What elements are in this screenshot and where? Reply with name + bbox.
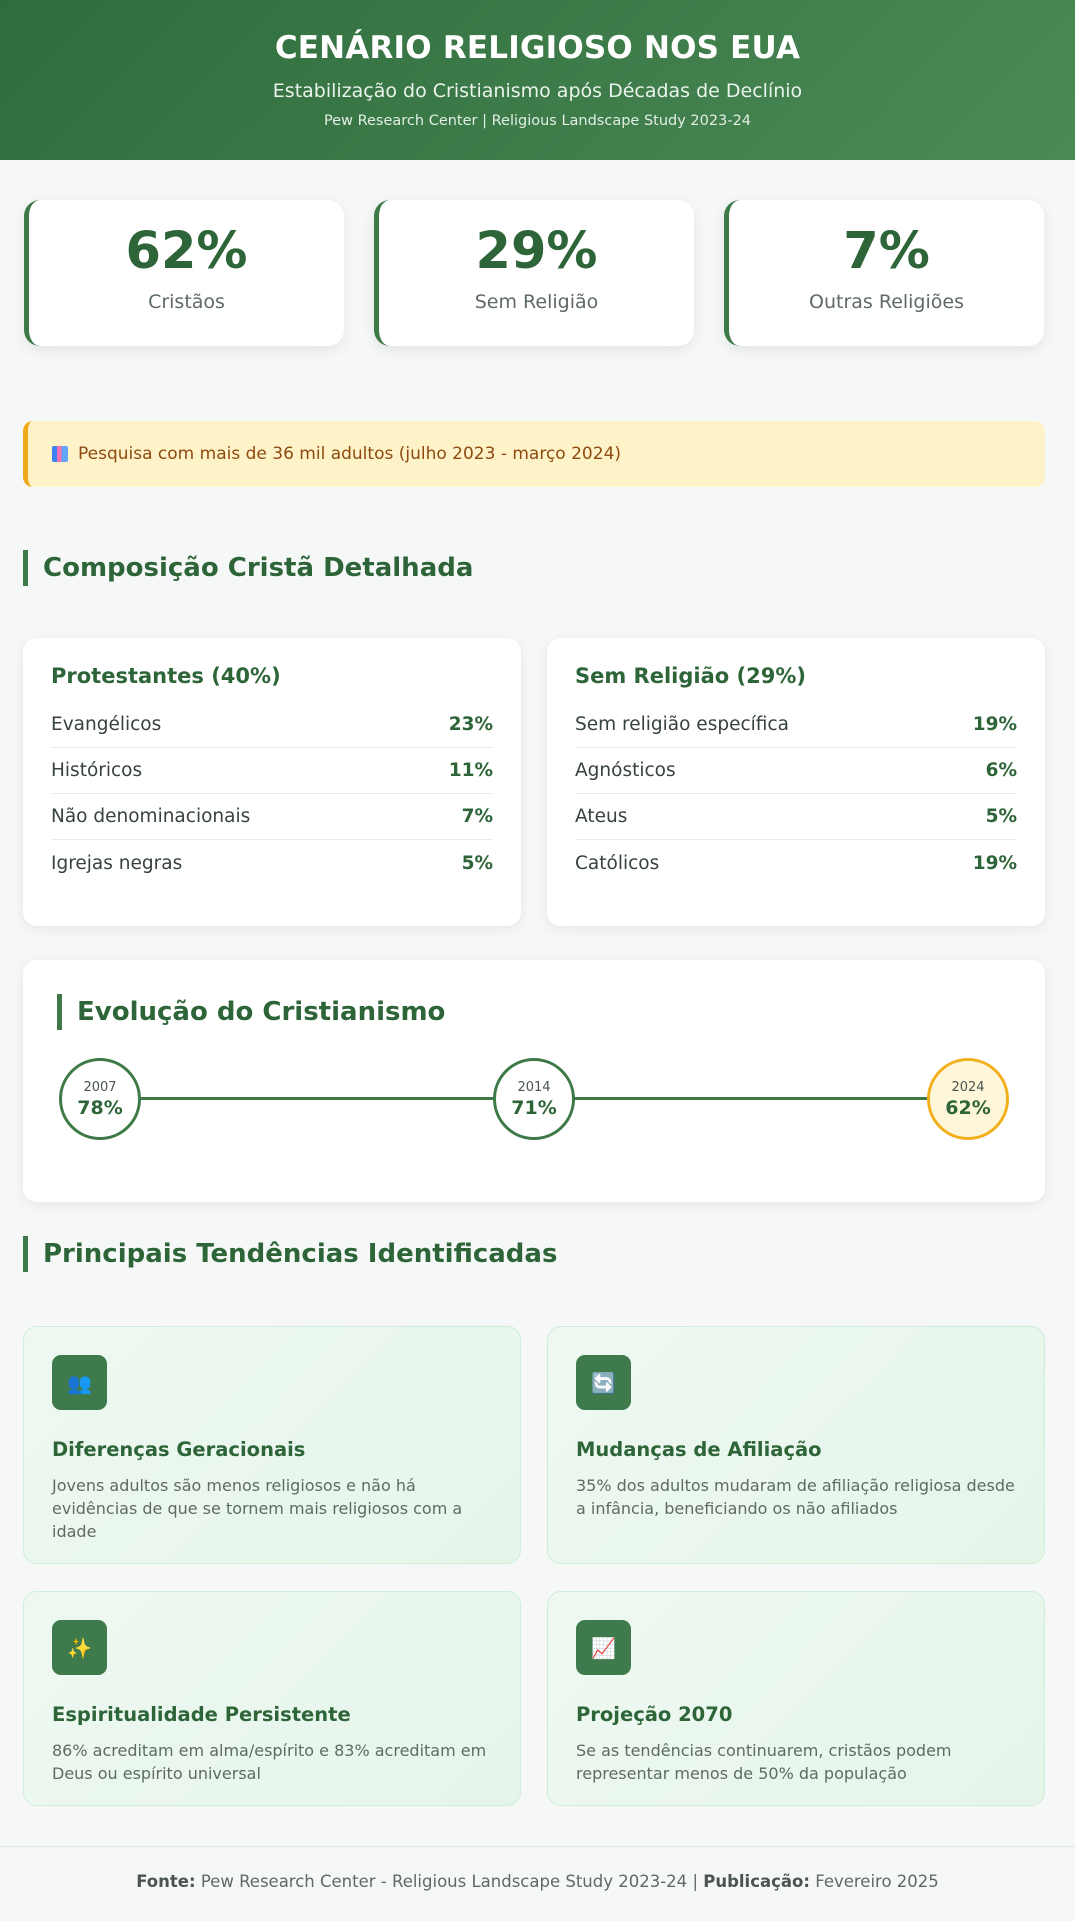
row-label: Ateus <box>575 806 628 827</box>
row-label: Agnósticos <box>575 760 676 781</box>
trend-title: Projeção 2070 <box>576 1703 733 1726</box>
list-item <box>575 794 1017 840</box>
list-item <box>575 748 1017 794</box>
row-label: Não denominacionais <box>51 806 251 827</box>
stat-card-no-religion <box>374 200 694 346</box>
row-label: Sem religião específica <box>575 714 789 735</box>
list-item <box>51 748 493 794</box>
trend-card-affiliation <box>547 1326 1045 1564</box>
row-value: 7% <box>461 806 493 827</box>
stat-label: Cristãos <box>148 291 225 313</box>
list-item <box>51 794 493 840</box>
card-title: Sem Religião (29%) <box>575 664 806 688</box>
footer-source-label: Fonte: <box>136 1872 196 1891</box>
node-value: 71% <box>511 1097 557 1119</box>
bar-chart-icon <box>52 446 68 462</box>
trend-card-spirituality <box>23 1591 521 1806</box>
trend-description: 35% dos adultos mudaram de afiliação religiosa desde a infância, beneficiando os não afiliados <box>576 1476 1015 1518</box>
footer-source-text: Pew Research Center - Religious Landscape Study 2023-24 <box>200 1872 688 1891</box>
trend-description: 86% acreditam em alma/espírito e 83% acreditam em Deus ou espírito universal <box>52 1741 487 1783</box>
stat-card-christians <box>24 200 344 346</box>
sparkles-icon: ✨ <box>52 1620 107 1675</box>
row-value: 19% <box>972 852 1017 874</box>
trend-title: Diferenças Geracionais <box>52 1438 306 1461</box>
page-title: CENÁRIO RELIGIOSO NOS EUA <box>274 30 801 66</box>
list-item <box>575 702 1017 748</box>
node-value: 62% <box>945 1097 991 1119</box>
timeline-node-2007 <box>59 1058 141 1140</box>
node-value: 78% <box>77 1097 123 1119</box>
trend-card-projection <box>547 1591 1045 1806</box>
row-label: Católicos <box>575 852 660 874</box>
stat-card-other-religions <box>724 200 1044 346</box>
page-header <box>0 0 1075 160</box>
node-year: 2014 <box>517 1080 551 1095</box>
stat-label: Sem Religião <box>474 291 599 313</box>
page-subtitle: Estabilização do Cristianismo após Décadas de Declínio <box>272 80 803 102</box>
list-item <box>575 840 1017 886</box>
stat-value: 62% <box>125 222 248 281</box>
section-title-composition: Composição Cristã Detalhada <box>23 550 473 586</box>
evolution-card <box>23 960 1045 1202</box>
trend-title: Espiritualidade Persistente <box>52 1703 351 1726</box>
node-year: 2007 <box>83 1080 117 1095</box>
row-value: 5% <box>461 852 493 874</box>
cycle-icon: 🔄 <box>576 1355 631 1410</box>
trend-description: Jovens adultos são menos religiosos e não há evidências de que se tornem mais religiosos com a idade <box>52 1476 463 1541</box>
stats-row <box>24 200 1044 346</box>
stat-value: 7% <box>843 222 930 281</box>
row-value: 6% <box>985 760 1017 781</box>
footer-separator: | <box>692 1872 698 1891</box>
row-value: 23% <box>448 714 493 735</box>
survey-notice <box>23 421 1045 487</box>
trend-card-generational <box>23 1326 521 1564</box>
card-title: Protestantes (40%) <box>51 664 281 688</box>
stat-label: Outras Religiões <box>809 291 964 313</box>
node-year: 2024 <box>951 1080 985 1095</box>
section-title-evolution: Evolução do Cristianismo <box>57 994 445 1030</box>
list-item <box>51 840 493 886</box>
notice-text: Pesquisa com mais de 36 mil adultos (julho 2023 - março 2024) <box>78 444 622 464</box>
trend-description: Se as tendências continuarem, cristãos podem representar menos de 50% da população <box>576 1741 952 1783</box>
trend-chart-icon: 📈 <box>576 1620 631 1675</box>
header-source: Pew Research Center | Religious Landscape Study 2023-24 <box>323 113 752 129</box>
section-title-trends: Principais Tendências Identificadas <box>23 1236 557 1272</box>
footer-publication-date: Fevereiro 2025 <box>815 1872 939 1891</box>
trend-title: Mudanças de Afiliação <box>576 1438 822 1461</box>
protestants-card <box>23 638 521 926</box>
row-label: Evangélicos <box>51 714 162 735</box>
timeline-node-2014 <box>493 1058 575 1140</box>
footer-publication-label: Publicação: <box>703 1872 810 1891</box>
row-value: 11% <box>448 760 493 781</box>
row-value: 5% <box>985 806 1017 827</box>
unaffiliated-card <box>547 638 1045 926</box>
row-label: Históricos <box>51 760 143 781</box>
page-footer <box>0 1846 1075 1921</box>
row-label: Igrejas negras <box>51 852 183 874</box>
row-value: 19% <box>972 714 1017 735</box>
timeline-node-2024 <box>927 1058 1009 1140</box>
stat-value: 29% <box>475 222 598 281</box>
people-icon: 👥 <box>52 1355 107 1410</box>
list-item <box>51 702 493 748</box>
